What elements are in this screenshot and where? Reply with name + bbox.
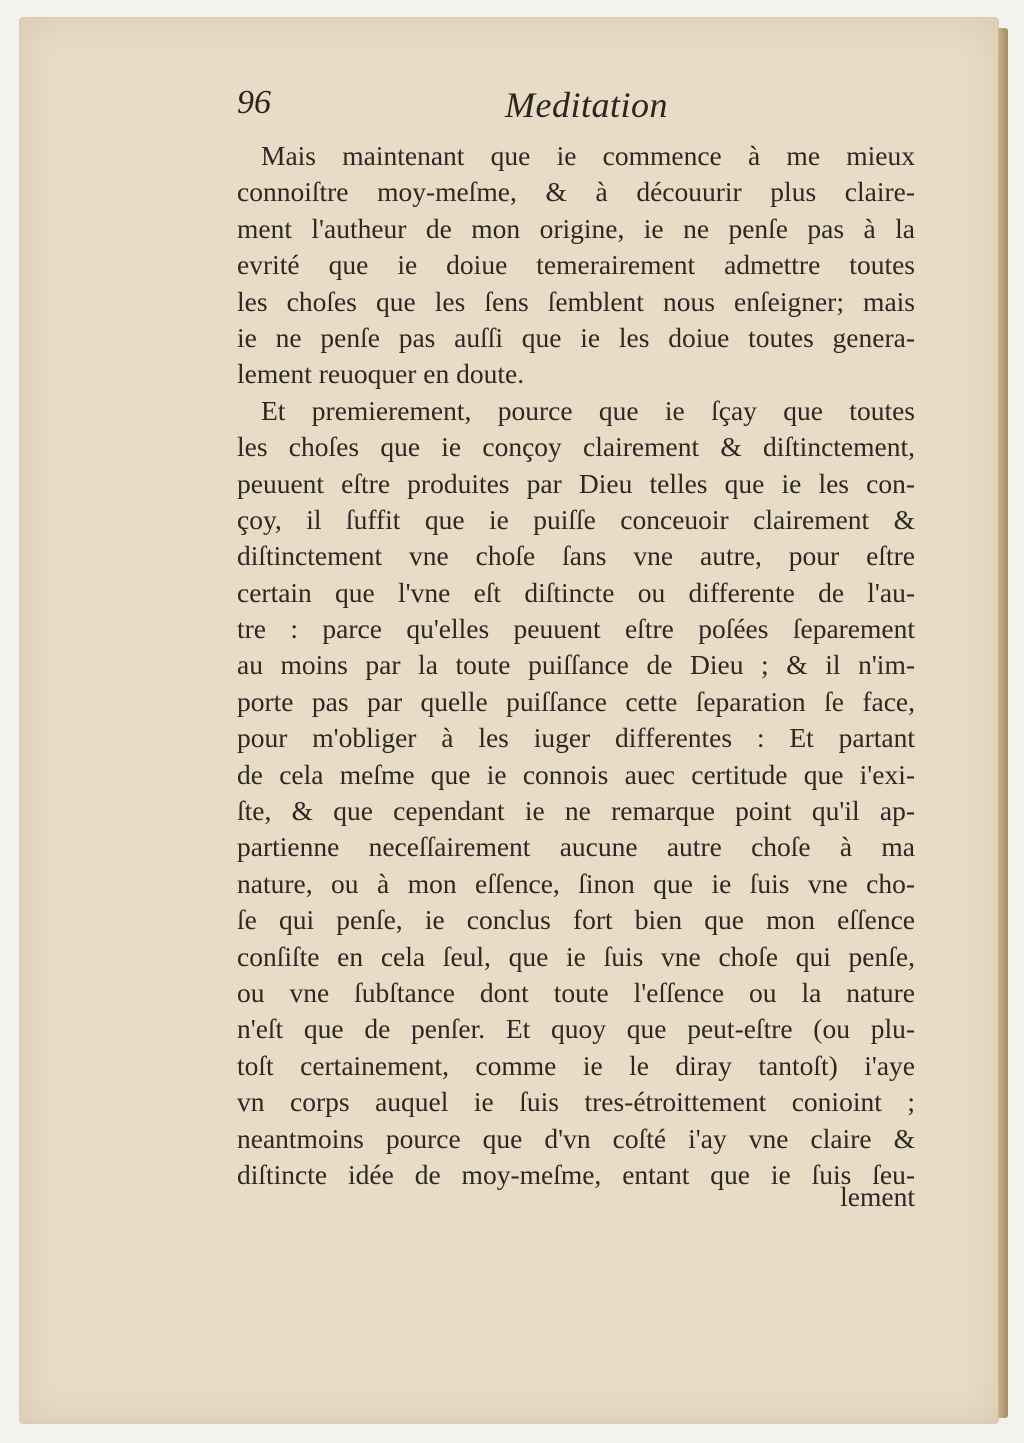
page-header xyxy=(237,78,915,128)
text-line: ou vne ſubſtance dont toute l'eſſence ou la nature xyxy=(237,976,915,1008)
text-line: ſe qui penſe, ie conclus fort bien que mon eſſence xyxy=(237,904,915,936)
text-line: partienne neceſſairement aucune autre choſe à ma xyxy=(237,831,915,863)
text-line: vn corps auquel ie ſuis tres-étroittement conioint ; xyxy=(237,1086,915,1118)
text-line: les choſes que ie conçoy clairement & diſtinctement, xyxy=(237,431,915,463)
text-line: Mais maintenant que ie commence à me mieux xyxy=(261,140,915,171)
text-line: diſtincte idée de moy-meſme, entant que ie ſuis ſeu- xyxy=(237,1158,915,1190)
text-line: lement reuoquer en doute. xyxy=(237,358,525,390)
text-line: porte pas par quelle puiſſance cette ſeparation ſe face, xyxy=(237,685,915,717)
text-line: tre : parce qu'elles peuuent eſtre poſées ſeparement xyxy=(237,613,915,645)
page-number: 96 xyxy=(237,84,271,121)
text-line: ie ne penſe pas auſſi que ie les doiue toutes genera- xyxy=(237,321,915,353)
text-line: certain que l'vne eſt diſtincte ou differente de l'au- xyxy=(237,576,915,608)
text-line: nature, ou à mon eſſence, ſinon que ie ſuis vne cho- xyxy=(237,867,915,899)
text-line: çoy, il ſuffit que ie puiſſe conceuoir clairement & xyxy=(237,503,915,535)
text-line: ſte, & que cependant ie ne remarque point qu'il ap- xyxy=(237,795,915,827)
text-line: au moins par la toute puiſſance de Dieu ; & il n'im- xyxy=(237,649,915,681)
page-edge xyxy=(998,28,1008,1418)
background-strip xyxy=(1008,0,1024,1443)
text-line: ment l'autheur de mon origine, ie ne penſe pas à la xyxy=(237,212,915,244)
text-line: Et premierement, pource que ie ſçay que toutes xyxy=(261,394,915,426)
text-line: toſt certainement, comme ie le diray tantoſt) i'aye xyxy=(237,1049,915,1081)
text-line: peuuent eſtre produites par Dieu telles que ie les con- xyxy=(237,467,915,499)
text-line: neantmoins pource que d'vn coſté i'ay vne claire & xyxy=(237,1122,915,1154)
text-line: diſtinctement vne choſe ſans vne autre, pour eſtre xyxy=(237,540,915,572)
text-line: conſiſte en cela ſeul, que ie ſuis vne choſe qui penſe, xyxy=(237,940,915,972)
text-line: evrité que ie doiue temerairement admettre toutes xyxy=(237,249,915,281)
text-line: les choſes que les ſens ſemblent nous enſeigner; mais xyxy=(237,285,915,317)
text-line: pour m'obliger à les iuger differentes : Et partant xyxy=(237,722,915,754)
text-line: n'eſt que de penſer. Et quoy que peut-eſtre (ou plu- xyxy=(237,1013,915,1045)
text-line: de cela meſme que ie connois auec certitude que i'exi- xyxy=(237,758,915,790)
running-head: Meditation xyxy=(505,85,668,125)
body-text xyxy=(237,138,915,1193)
text-line: connoiſtre moy-meſme, & à découurir plus claire- xyxy=(237,176,915,208)
catchword: lement xyxy=(840,1181,915,1212)
